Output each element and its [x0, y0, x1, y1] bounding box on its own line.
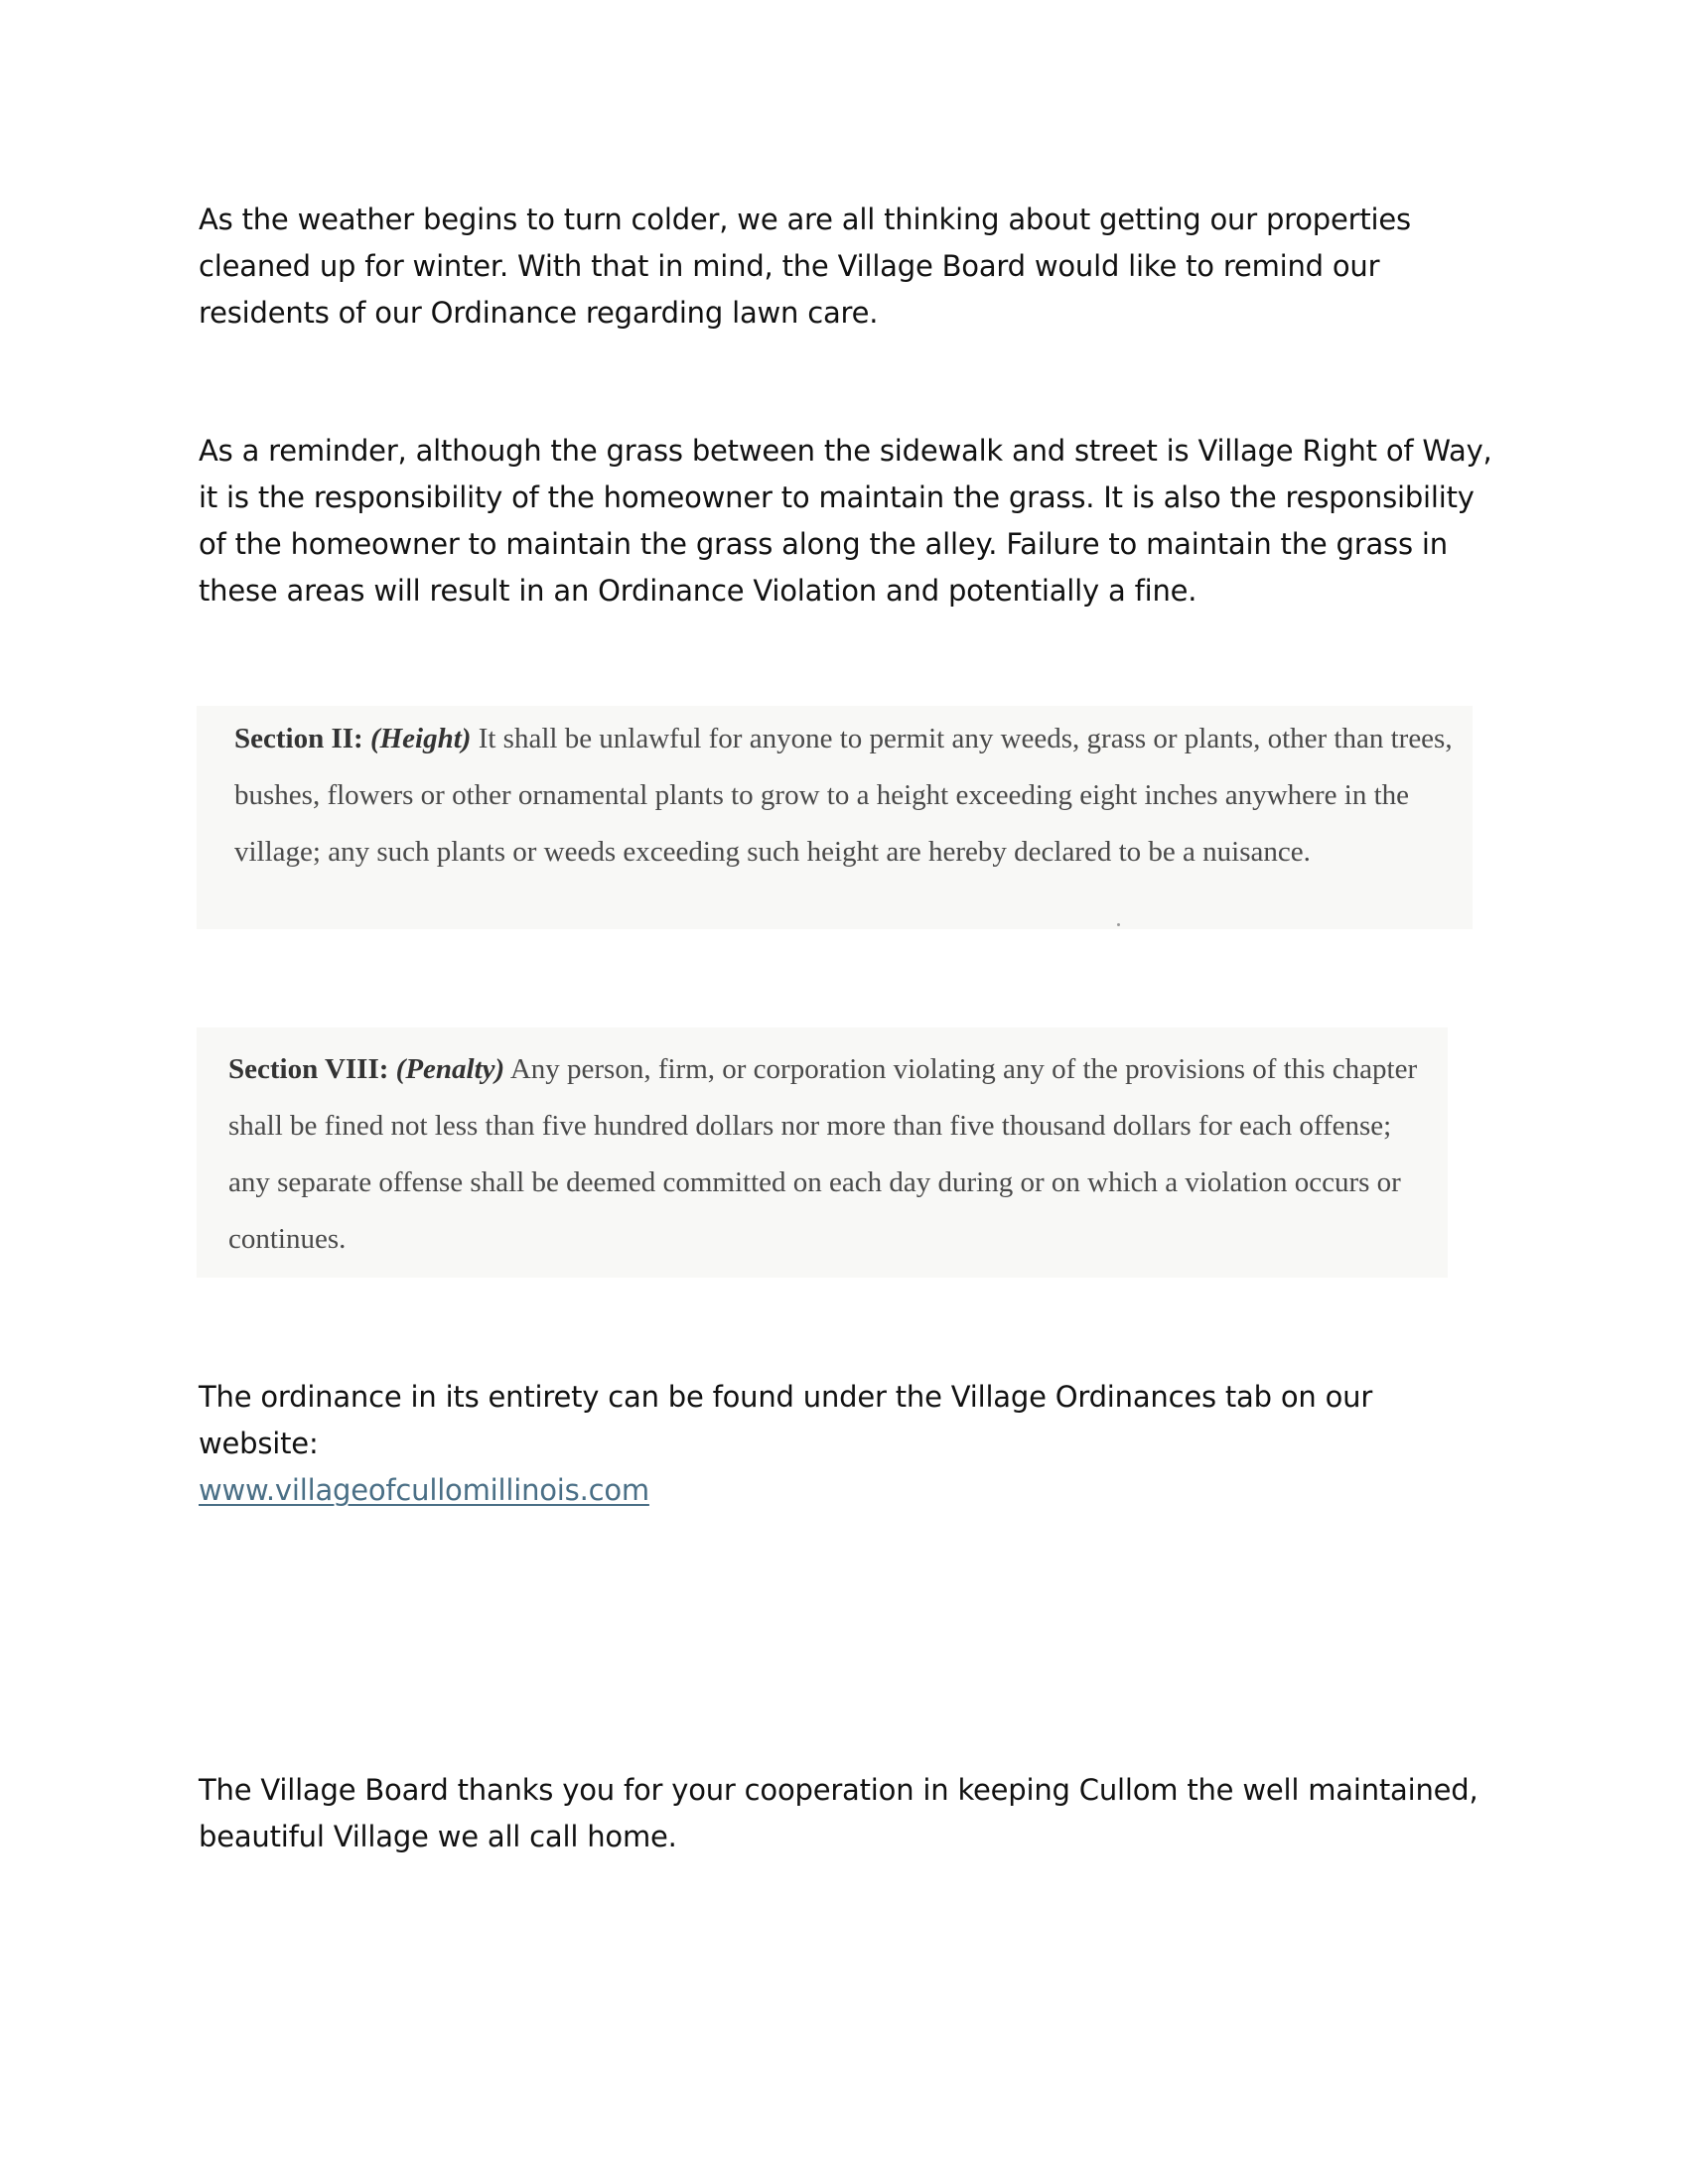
section-ii-text: It shall be unlawful for anyone to permit any weeds, grass or plants, other than trees, bushes, flowers or other ornamental plants to grow to a height exceeding eight inches anywhere in the village; any such plants or weeds exceeding such height are hereby declared to be a nuisance. [234, 723, 1453, 868]
reminder-paragraph: As a reminder, although the grass between the sidewalk and street is Village Right of Way, it is the responsibility of the homeowner to maintain the grass. It is also the responsibility of the homeowner to maintain the grass along the alley. Failure to maintain the grass in these areas will result in an Ordinance Violation and potentially a fine. [199, 434, 1492, 608]
section-viii-text: Any person, firm, or corporation violating any of the provisions of this chapter shall be fined not less than five hundred dollars nor more than five thousand dollars for each offense; any separate offense shall be deemed committed on each day during or on which a violation occurs or continues. [228, 1053, 1418, 1255]
section-viii-heading: Section VIII: [228, 1053, 389, 1085]
ordinance-location-paragraph [199, 1374, 1499, 1514]
website-link[interactable]: www.villageofcullomillinois.com [199, 1473, 649, 1507]
closing-paragraph: The Village Board thanks you for your cooperation in keeping Cullom the well maintained, beautiful Village we all call home. [199, 1773, 1478, 1853]
section-ii-tag: (Height) [369, 723, 472, 754]
intro-paragraph: As the weather begins to turn colder, we are all thinking about getting our properties cleaned up for winter. With that in mind, the Village Board would like to remind our residents of our Ordinance regarding lawn care. [199, 203, 1411, 330]
section-ii-paragraph [234, 711, 1453, 881]
section-viii-paragraph [228, 1041, 1428, 1268]
section-ii-excerpt [197, 706, 1473, 929]
ordinance-location-text: The ordinance in its entirety can be found under the Village Ordinances tab on our website: [199, 1380, 1373, 1460]
scan-speck [1117, 923, 1120, 926]
section-viii-excerpt [197, 1027, 1448, 1278]
section-viii-tag: (Penalty) [395, 1053, 505, 1085]
section-ii-heading: Section II: [234, 723, 363, 754]
